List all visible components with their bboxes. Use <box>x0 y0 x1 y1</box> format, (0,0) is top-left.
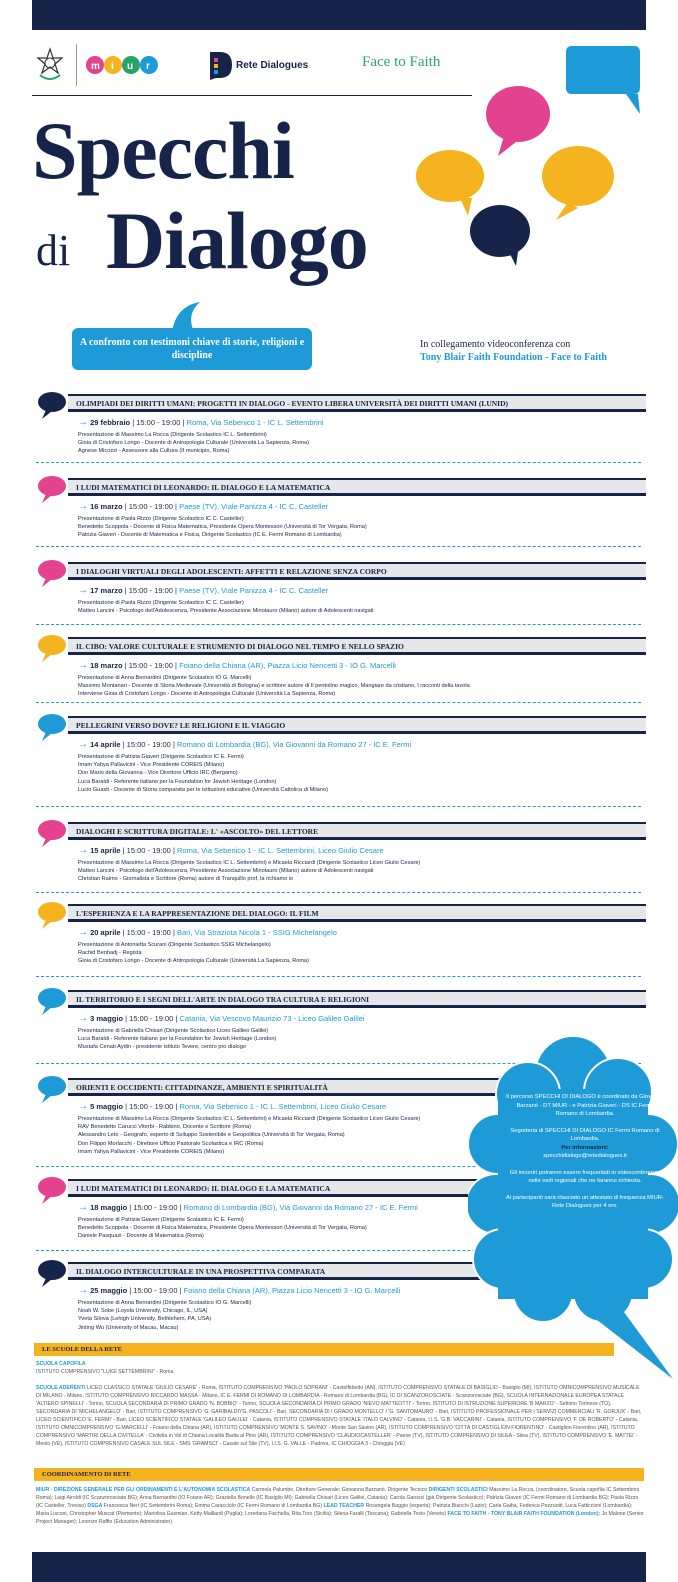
event-title: PELLEGRINI VERSO DOVE? LE RELIGIONI E IL VIAGGIO <box>68 716 646 734</box>
speaker-line: RAV Benedetto Carucci Viterbi - Rabbino, Docente e Scrittore (Roma) <box>78 1124 251 1131</box>
speaker-line: Presentazione di Anna Bernardini (Dirigente Scolastico IO G. Marcelli) <box>78 1300 252 1306</box>
svg-text:i: i <box>111 61 114 72</box>
arrow-right-icon: → <box>78 1202 88 1213</box>
event-title: IL CIBO: VALORE CULTURALE E STRUMENTO DI DIALOGO NEL TEMPO E NELLO SPAZIO <box>68 637 646 655</box>
speaker-line: Noah W. Sobe (Loyola University, Chicago, IL, USA) <box>78 1308 208 1315</box>
bottom-bar <box>32 1552 646 1582</box>
speaker-line: Mustafa Cenab Aydin - presidente istituto Tevere, centro pro dialogo <box>78 1044 247 1051</box>
ds-text: Massimo La Rocca, (coordinatore, Scuola capofila IC Settembrini Roma); Luigi Airoldi (IC Scanzorosciate BG); Anna Bernardini (IO Foiano AR); Graziella Bonello (IC Basiglio MI); Gabriella Chisari (Liceo Galilei, Catania); Carola Garosci (già Dirigente Scolastico); Patrizia Giaveri (IC Fermi Romano di Lombardia BG); Paola Rizzo (IC Casteller, Treviso) <box>36 1487 640 1509</box>
ftf-label: FACE TO FAITH - TONY BLAIR FAITH FOUNDATION (London): <box>447 1511 601 1517</box>
event-date-line: → 15 aprile | 15:00 - 19:00 | Roma, Via Sebenico 1 - IC L. Settembrini, Liceo Giulio Cesare <box>78 845 384 856</box>
speaker-line: Don Mario della Giovanna - Vice Direttore Ufficio IRC (Bergamo) <box>78 770 238 777</box>
arrow-right-icon: → <box>78 1285 88 1296</box>
event-block <box>36 712 646 792</box>
event-location: Romano di Lombardia (BG), Via Giovanni da Romano 27 - IC E. Fermi <box>183 1203 418 1212</box>
subtitle-text: A confronto con testimoni chiave di storie, religioni e discipline <box>79 337 305 361</box>
aderenti-block <box>36 1384 644 1448</box>
cloud-coordination: Il percorso SPECCHI DI DIALOGO è coordinato da Giovanna Barzanò - DT MIUR - e Patrizia Giaveri - DS IC Fermi Romano di Lombardia. <box>506 1094 664 1117</box>
event-time: 15:00 - 19:00 <box>128 586 173 595</box>
top-bar <box>32 0 646 30</box>
video-line1: In collegamento videoconferenza con <box>420 339 571 350</box>
aderenti-list: LICEO CLASSICO STATALE 'GIULIO CESARE' - Roma, ISTITUTO COMPRENSIVO 'PAOLO SOPRANI' - Castelfidardo (AN), ISTITUTO COMPRENSIVO STATALE DI BASIGLIO - Basiglio (MI), ISTITUTO OMNICOMPRENSIVO MUSICALE DI MILANO - Milano, ISTITUTO COMPRENSIVO RICCARDO MASSA - Milano, IC E. FERMI DI ROMANO DI LOMBARDIA - Romano di Lombardia (BG), IC DI SCANZOROSCIATE - Scanzorosciate (BG), SCUOLA INTERNAZIONALE EUROPEA STATALE 'ALTIERO SPINELLI' - Torino, SCUOLA SECONDARIA DI PRIMO GRADO 'N. BOBBIO' - Torino, SCUOLA SECONDARIA DI PRIMO GRADO 'NIEVO MATTEOTTI' - Torino, ISTITUTO DI ISTRUZIONE SUPERIORE 'B MARZO' - Settimo Torinese (TO), SECONDARIA DI 'MICHELANGELO' - Bari, ISTITUTO COMPRENSIVO 'G. GARIBALDI'/'G. PASCOLI' - Bari, SECONDARIA DI I GRADO MONTELLO' / 'G. SANTOMAURO' - Bari, ISTITUTO PROFESSIONALE PER I SERVIZI COMMERCIALI 'R. GORJUX' - Bari, LICEO SCIENTIFICO 'E. FERMI' - Bari, LICEO SCIENTIFICO STATALE 'GALILEO GALILEI' - Catania, ISTITUTO COMPRENSIVO STATALE 'ITALO CALVINO' - Catania, I.I.S. 'G.B. VACCARINI' - Catania, ISTITUTO COMPRENSIVO 'F. DE ROBERTO' - Catania, ISTITUTO OMNICOMPRENSIVO 'G.MARCELLI' - Foiano della Chiana (AR), ISTITUTO COMPRENSIVO 'MONTE S. SAVINO' - Monte San Savino (AR), ISTITUTO COMPRENSIVO 'CITTÀ DI CASTIGLION FIORENTINO' - Castiglion Fiorentino (AR), ISTITUTO COMPRENSIVO 'MARTIRI DELLA CIVITELLA' - Civitella in Val di Chiana Località Badia al Pino (AR), ISTITUTO COMPRENSIVO 'CLAUDIOCASTELLER' - Paese (TV), ISTITUTO COMPRENSIVO DI SILEA - Silea (TV), ISTITUTO COMPRENSIVO 'E. MATTEI' - Meolo (VE), ISTITUTO COMPRENSIVO CASALE SUL SILE - SMS 'GRAMSCI' - Casale sul Sile (TV), I.I.S. G. VALLE - Padova, IC CHIOGGIA 3 - Chioggia (VE) <box>36 1385 642 1447</box>
event-title: I LUDI MATEMATICI DI LEONARDO: IL DIALOGO E LA MATEMATICA <box>68 478 646 496</box>
speaker-line: Matteo Lancini - Psicologo dell'Adolescenza, Presidente Associazione Minotauro (Milano) autore di Adolescenti navigati <box>78 868 374 875</box>
cloud-certificate: Ai partecipanti sarà rilasciato un attestato di frequenza MIUR-Rete Dialogues per 4 ore. <box>506 1194 664 1209</box>
event-date-line: → 16 marzo | 15:00 - 19:00 | Paese (TV), Viale Panizza 4 - IC C. Casteller <box>78 501 329 512</box>
speaker-line: Luca Baraldi - Referente italiano per la Foundation for Jewish Heritage (London) <box>78 778 277 785</box>
event-location: Bari, Via Straziota Nicola 1 - SSIG Michelangelo <box>176 928 337 937</box>
cloud-videoconference: Gli incontri potranno essere frequentati in videoconferenza nelle sedi regionali che ne faranno richiesta. <box>509 1169 661 1184</box>
event-location: Roma, Via Sebenico 1 - IC L. Settembrini, Liceo Giulio Cesare <box>179 1102 387 1111</box>
speaker-line: Presentazione di Patrizia Giaveri (Dirigente Scolastico IC E. Fermi) <box>78 1217 244 1223</box>
speaker-line: Presentazione di Anna Bernardini (Dirigente Scolastico IO G. Marcelli) <box>78 675 252 681</box>
event-date: 25 maggio <box>90 1286 128 1295</box>
event-time: 15:00 - 19:00 <box>128 661 173 670</box>
speaker-line: Alessandro Leto - Geografo, esperto di Sviluppo Sostenibile e Geopolitica (Università di Tor Vergata, Roma) <box>78 1132 345 1139</box>
speaker-line: Christian Raimo - Giornalista e Scrittore (Roma) autore di Tranquillo prof, la richiamo io <box>78 876 294 883</box>
event-location: Foiano della Chiana (AR), Piazza Licio Nencetti 3 - IO G. Marcelli <box>179 661 396 670</box>
title-dialogo: Dialogo <box>106 195 368 286</box>
speaker-line: Presentazione di Patrizia Giaveri (Dirigente Scolastico IC E. Fermi) <box>78 754 244 760</box>
speaker-line: Gioia di Cristofaro Longo - Docente di Antropologia Culturale (Università La Sapienza, Roma) <box>78 440 310 447</box>
cloud-secretariat-text: Segreteria di SPECCHI DI DIALOGO IC Fermi Romano di Lombardia. <box>510 1127 660 1142</box>
ds-label: DIRIGENTI SCOLASTICI <box>428 1487 488 1493</box>
event-title: OLIMPIADI DEI DIRITTI UMANI: PROGETTI IN DIALOGO - EVENTO LIBERA UNIVERSITÀ DEI DIRITTI UMANI (LUNID) <box>68 394 646 412</box>
dsga-text: Francesca Neri (IC Settembrini Roma); Emma Caracciolo (IC Fermi Romano di Lombardia BG) <box>103 1503 323 1509</box>
event-time: 15:00 - 19:00 <box>126 928 171 937</box>
rete-dialogues-icon <box>208 50 234 80</box>
speech-bubble-icon <box>36 1258 68 1288</box>
event-divider <box>36 546 641 547</box>
speaker-line: Presentazione di Gabriella Chisari (Dirigente Scolastico Liceo Galileo Galilei) <box>78 1028 269 1034</box>
event-divider <box>36 892 641 893</box>
aderenti-label: SCUOLE ADERENTI <box>36 1385 86 1391</box>
arrow-right-icon: → <box>78 845 88 856</box>
speech-bubble-icon <box>36 474 68 504</box>
speaker-line: Benedetto Scoppola - Docente di Fisica Matematica, Presidente Opera Montessori (Università di Tor Vergata, Roma) <box>78 524 367 531</box>
event-title: L'ESPERIENZA E LA RAPPRESENTAZIONE DEL DIALOGO: IL FILM <box>68 904 646 922</box>
speaker-line: Massimo Montanari - Docente di Storia Medievale (Università di Bologna) e scrittore autore di Il pentolino magico, Mangiare da cristiano, I racconti della tavola <box>78 683 470 690</box>
event-divider <box>36 702 641 703</box>
speaker-line: Daniele Pasquazi - Docente di Matematica (Roma) <box>78 1233 204 1240</box>
event-location: Paese (TV), Viale Panizza 4 - IC C. Casteller <box>179 586 329 595</box>
event-date-line: → 29 febbraio | 15:00 - 19:00 | Roma, Via Sebenico 1 - IC L. Settembrini <box>78 417 324 428</box>
arrow-right-icon: → <box>78 739 88 750</box>
event-date: 15 aprile <box>90 846 121 855</box>
event-time: 15:00 - 19:00 <box>126 846 171 855</box>
event-block <box>36 474 646 554</box>
event-divider <box>36 624 641 625</box>
speaker-line: Presentazione di Antonietta Scurani (Dirigente Scolastico SSIG Michelangelo) <box>78 942 271 948</box>
event-divider <box>36 806 641 807</box>
event-title: I LUDI MATEMATICI DI LEONARDO: IL DIALOGO E LA MATEMATICA <box>68 1179 646 1197</box>
dsga-label: DSGA <box>87 1503 103 1509</box>
speech-bubble-icon <box>36 986 68 1016</box>
event-title: IL TERRITORIO E I SEGNI DELL'ARTE IN DIALOGO TRA CULTURA E RELIGIONI <box>68 990 646 1008</box>
event-date: 16 marzo <box>90 502 123 511</box>
event-location: Foiano della Chiana (AR), Piazza Licio Nencetti 3 - IO G. Marcelli <box>183 1286 401 1295</box>
event-date-line: → 18 maggio | 15:00 - 19:00 | Romano di Lombardia (BG), Via Giovanni da Romano 27 - IC E. Fermi <box>78 1202 418 1213</box>
miur-label: MIUR - DIREZIONE GENERALE PER GLI ORDINAMENTI E L'AUTONOMIA SCOLASTICA <box>36 1487 251 1493</box>
info-cloud-text <box>505 1093 665 1219</box>
arrow-right-icon: → <box>78 1101 88 1112</box>
schools-heading: LE SCUOLE DELLA RETE <box>34 1343 614 1356</box>
event-speakers <box>78 599 638 615</box>
event-location: Romano di Lombardia (BG), Via Giovanni da Romano 27 - IC E. Fermi <box>176 740 412 749</box>
event-date: 5 maggio <box>90 1102 124 1111</box>
speech-bubble-icon <box>36 558 68 588</box>
speaker-line: Presentazione di Massimo La Rocca (Dirigente Scolastico IC L. Settembrini) <box>78 432 267 438</box>
speech-bubble-icon <box>36 1074 68 1104</box>
event-time: 15:00 - 19:00 <box>129 1102 174 1111</box>
svg-text:u: u <box>127 61 134 72</box>
event-location: Catania, Via Vescovo Maurizio 73 - Liceo Galileo Galilei <box>179 1014 365 1023</box>
arrow-right-icon: → <box>78 927 88 938</box>
speaker-line: Imam Yahya Pallavicini - Vice Presidente COREIS (Milano) <box>78 762 225 769</box>
videoconference-note <box>420 338 607 364</box>
face-to-faith-logo: Face to Faith <box>362 54 441 70</box>
event-time: 15:00 - 19:00 <box>128 502 173 511</box>
speaker-line: Matteo Lancini - Psicologo dell'Adolescenza, Presidente Associazione Minotauro (Milano) autore di Adolescenti navigati <box>78 608 374 615</box>
event-title: IL DIALOGO INTERCULTURALE IN UNA PROSPETTIVA COMPARATA <box>68 1262 646 1280</box>
event-divider <box>36 462 641 463</box>
ftf-text: Jo Malone (Senior Project Manager); Lorenzo Raffio (Education Administrator) <box>36 1511 644 1525</box>
event-time: 15:00 - 19:00 <box>136 418 181 427</box>
event-speakers <box>78 431 638 456</box>
speech-bubble-icon <box>36 818 68 848</box>
speaker-line: Rachid Benhadj - Regista <box>78 950 142 957</box>
event-time: 15:00 - 19:00 <box>133 1203 178 1212</box>
event-divider <box>36 976 641 977</box>
title-di: di <box>36 226 71 275</box>
speaker-line: Gioia di Cristofaro Longo - Docente di Antropologia Culturale (Università La Sapienza, Roma) <box>78 958 310 965</box>
event-time: 15:00 - 19:00 <box>126 740 171 749</box>
event-date: 17 marzo <box>90 586 123 595</box>
speech-bubble-icon <box>36 712 68 742</box>
capofila-label: SCUOLA CAPOFILA <box>36 1361 86 1367</box>
event-date-line: → 18 marzo | 15:00 - 19:00 | Foiano della Chiana (AR), Piazza Licio Nencetti 3 - IO G. Marcelli <box>78 660 396 671</box>
event-speakers <box>78 941 638 966</box>
coordination-block <box>36 1486 644 1526</box>
logo-separator <box>76 44 77 86</box>
event-speakers <box>78 753 638 794</box>
arrow-right-icon: → <box>78 660 88 671</box>
italian-republic-emblem-icon <box>36 47 64 83</box>
lead-teacher-text: Rosangela Baggio (esperta); Patrizia Bianchi (Lazio); Carla Gaiba, Federica Pezzuotti, Luca Fatticcioni (Lombardia); Maria Lisconi, Christopher Muscat (Piemonte); Mariolina Gusmian, Ketty Maillardi (Puglia); Loredana Fischella, Rita Toro (Sicilia); Silena Faralli (Toscana); Gabriella Tesio (Veneto) <box>36 1503 633 1517</box>
event-block <box>36 818 646 898</box>
event-date: 20 aprile <box>90 928 121 937</box>
speaker-line: Imam Yahya Pallavicini - Vice Presidente COREIS (Milano) <box>78 1148 225 1155</box>
speaker-line: Yveta Silova (Lehigh University, Bethlehem, PA, USA) <box>78 1316 212 1323</box>
event-block <box>36 558 646 638</box>
event-date-line: → 3 maggio | 15:00 - 19:00 | Catania, Via Vescovo Maurizio 73 - Liceo Galileo Galilei <box>78 1013 365 1024</box>
speaker-line: Presentazione di Massimo La Rocca (Dirigente Scolastico IC L. Settembrini) e Micaela Ricciardi (Dirigente Scolastico Liceo Giulio Cesare) <box>78 860 421 866</box>
subtitle-box <box>72 328 312 370</box>
speaker-line: Patrizia Giaveri - Docente di Matematica e Fisica, Dirigente Scolastico (IC E. Fermi Romano di Lombardia) <box>78 532 342 539</box>
speech-bubble-icon <box>36 900 68 930</box>
event-time: 15:00 - 19:00 <box>129 1014 174 1023</box>
miur-logo-icon <box>86 54 158 76</box>
speech-bubbles-illustration <box>400 36 670 266</box>
capofila-block <box>36 1360 644 1376</box>
speaker-line: Agnese Micozzi - Assessore alla Cultura (II municipio, Roma) <box>78 448 230 455</box>
event-block <box>36 390 646 470</box>
event-date: 18 marzo <box>90 661 123 670</box>
lead-teacher-label: LEAD TEACHER <box>323 1503 365 1509</box>
speaker-line: Benedetto Scoppola - Docente di Fisica Matematica, Presidente Opera Montessori (Università di Tor Vergata, Roma) <box>78 1225 367 1232</box>
event-date-line: → 17 marzo | 15:00 - 19:00 | Paese (TV), Viale Panizza 4 - IC C. Casteller <box>78 585 329 596</box>
speaker-line: Interviene Gioia di Cristofaro Longo - Docente di Antropologia Culturale (Università La Sapienza, Roma) <box>78 691 336 698</box>
event-title: DIALOGHI E SCRITTURA DIGITALE: L' «ASCOLTO» DEL LETTORE <box>68 822 646 840</box>
rete-dialogues-label: Rete Dialogues <box>236 60 309 71</box>
event-speakers <box>78 674 638 699</box>
event-date-line: → 20 aprile | 15:00 - 19:00 | Bari, Via Straziota Nicola 1 - SSIG Michelangelo <box>78 927 337 938</box>
video-line2: Tony Blair Faith Foundation - Face to Faith <box>420 352 607 363</box>
title-specchi: Specchi <box>32 105 294 196</box>
event-location: Paese (TV), Viale Panizza 4 - IC C. Casteller <box>179 502 329 511</box>
arrow-right-icon: → <box>78 417 88 428</box>
event-date-line: → 5 maggio | 15:00 - 19:00 | Roma, Via Sebenico 1 - IC L. Settembrini, Liceo Giulio Cesare <box>78 1101 387 1112</box>
cloud-secretariat <box>505 1127 665 1161</box>
speech-bubble-icon <box>36 390 68 420</box>
speaker-line: Presentazione di Paola Rizzo (Dirigente Scolastico IC C. Casteller) <box>78 516 244 522</box>
event-speakers <box>78 515 638 540</box>
event-title: ORIENTI E OCCIDENTI: CITTADINANZE, AMBIENTI E SPIRITUALITÀ <box>68 1078 646 1096</box>
event-title: I DIALOGHI VIRTUALI DEGLI ADOLESCENTI: AFFETTI E RELAZIONE SENZA CORPO <box>68 562 646 580</box>
arrow-right-icon: → <box>78 585 88 596</box>
event-date: 14 aprile <box>90 740 121 749</box>
miur-text: Carmela Palumbo, Direttore Generale; Giovanna Barzanò, Dirigente Tecnico <box>251 1487 428 1493</box>
event-date-line: → 25 maggio | 15:00 - 19:00 | Foiano della Chiana (AR), Piazza Licio Nencetti 3 - IO G. Marcelli <box>78 1285 401 1296</box>
speaker-line: Presentazione di Massimo La Rocca (Dirigente Scolastico IC L. Settembrini) e Micaela Ricciardi (Dirigente Scolastico Liceo Giulio Cesare) <box>78 1116 421 1122</box>
rete-dialogues-logo <box>208 50 318 80</box>
event-speakers <box>78 859 638 884</box>
event-location: Roma, Via Sebenico 1 - IC L. Settembrini <box>186 418 324 427</box>
event-block <box>36 633 646 713</box>
cloud-email: specchidialogo@retedialogues.it <box>543 1153 627 1159</box>
event-date: 18 maggio <box>90 1203 128 1212</box>
event-date: 29 febbraio <box>90 418 131 427</box>
speaker-line: Presentazione di Paola Rizzo (Dirigente Scolastico IC C. Casteller) <box>78 600 244 606</box>
speaker-line: Jinting Wu (University of Macau, Macau) <box>78 1324 179 1331</box>
svg-text:r: r <box>146 61 150 72</box>
speech-bubble-icon <box>36 1175 68 1205</box>
speaker-line: Don Filippo Morlacchi - Direttore Ufficio Pastorale Scolastica e IRC (Roma) <box>78 1140 264 1147</box>
arrow-right-icon: → <box>78 501 88 512</box>
event-location: Roma, Via Sebenico 1 - IC L. Settembrini, Liceo Giulio Cesare <box>176 846 384 855</box>
speaker-line: Luca Baraldi - Referente italiano per la Foundation for Jewish Heritage (London) <box>78 1036 277 1043</box>
event-date-line: → 14 aprile | 15:00 - 19:00 | Romano di Lombardia (BG), Via Giovanni da Romano 27 - IC E. Fermi <box>78 739 412 750</box>
event-time: 15:00 - 19:00 <box>133 1286 178 1295</box>
arrow-right-icon: → <box>78 1013 88 1024</box>
speaker-line: Lucio Guasti - Docente di Storia comparata per le istituzioni educative (Università Cattolica di Milano) <box>78 786 328 793</box>
speech-bubble-icon <box>36 633 68 663</box>
coordination-heading: COORDINAMENTO DI RETE <box>34 1468 644 1481</box>
capofila-school: ISTITUTO COMPRENSIVO "LUIGI SETTEMBRINI" - Roma <box>36 1369 174 1375</box>
event-date: 3 maggio <box>90 1014 124 1023</box>
event-block <box>36 900 646 980</box>
svg-text:m: m <box>91 61 100 72</box>
cloud-info-label: Per informazioni: <box>561 1144 609 1151</box>
